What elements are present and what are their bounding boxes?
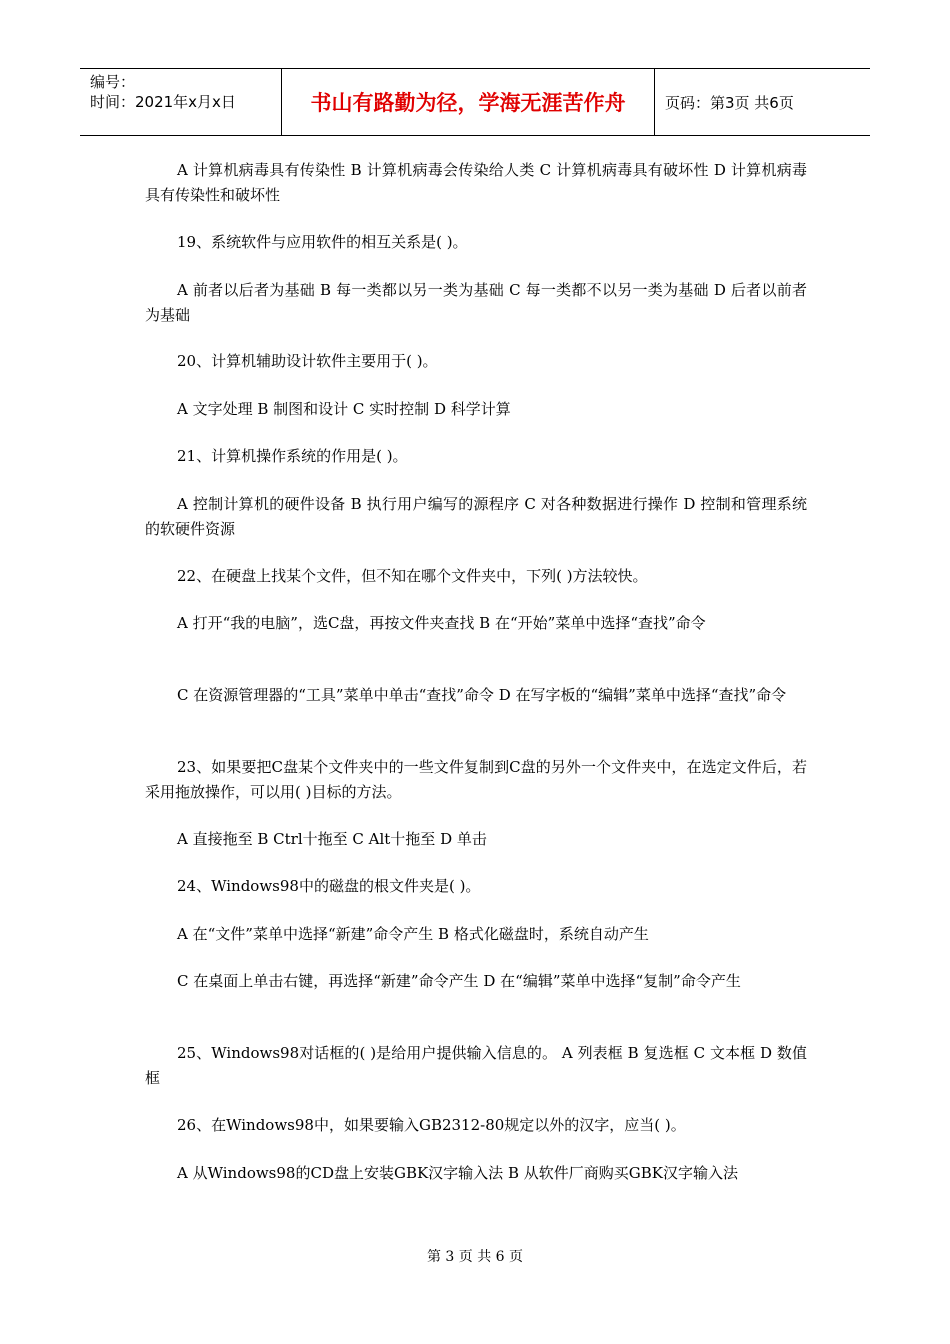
header-info bbox=[80, 69, 282, 135]
page-footer: 第 3 页 共 6 页 bbox=[426, 1249, 524, 1265]
document-time-label: 时间：2021年x月x日 bbox=[90, 93, 236, 111]
paragraph: C 在资源管理器的“工具”菜单中单击“查找”命令 D 在写字板的“编辑”菜单中选择“查找”命令 bbox=[177, 686, 787, 704]
paragraph: A 打开“我的电脑”，选C盘，再按文件夹查找 B 在“开始”菜单中选择“查找”命令 bbox=[177, 614, 706, 632]
question-21: 21、计算机操作系统的作用是( )。 bbox=[177, 447, 408, 465]
question-19: 19、系统软件与应用软件的相互关系是( )。 bbox=[177, 233, 468, 251]
paragraph: A 计算机病毒具有传染性 B 计算机病毒会传染给人类 C 计算机病毒具有破坏性 D 计算机病毒具有传染性和破坏性 bbox=[145, 161, 807, 204]
paragraph: A 在“文件”菜单中选择“新建”命令产生 B 格式化磁盘时，系统自动产生 bbox=[177, 925, 649, 943]
document-number-label: 编号： bbox=[90, 73, 136, 91]
page-header bbox=[80, 68, 870, 136]
question-20: 20、计算机辅助设计软件主要用于( )。 bbox=[177, 352, 438, 370]
paragraph: C 在桌面上单击右键，再选择“新建”命令产生 D 在“编辑”菜单中选择“复制”命令产生 bbox=[177, 972, 741, 990]
question-24: 24、Windows98中的磁盘的根文件夹是( )。 bbox=[177, 877, 481, 895]
paragraph: A 文字处理 B 制图和设计 C 实时控制 D 科学计算 bbox=[177, 400, 511, 418]
question-23: 23、如果要把C盘某个文件夹中的一些文件复制到C盘的另外一个文件夹中，在选定文件后，若采用拖放操作，可以用( )目标的方法。 bbox=[145, 758, 807, 801]
paragraph: A 控制计算机的硬件设备 B 执行用户编写的源程序 C 对各种数据进行操作 D 控制和管理系统的软硬件资源 bbox=[145, 495, 807, 538]
paragraph: A 直接拖至 B Ctrl十拖至 C Alt十拖至 D 单击 bbox=[177, 830, 487, 848]
header-motto: 书山有路勤为径，学海无涯苦作舟 bbox=[282, 69, 655, 135]
paragraph: A 从Windows98的CD盘上安装GBK汉字输入法 B 从软件厂商购买GBK汉字输入法 bbox=[177, 1164, 738, 1182]
paragraph: A 前者以后者为基础 B 每一类都以另一类为基础 C 每一类都不以另一类为基础 D 后者以前者为基础 bbox=[145, 281, 807, 324]
question-22: 22、在硬盘上找某个文件，但不知在哪个文件夹中，下列( )方法较快。 bbox=[177, 567, 648, 585]
header-page-code: 页码：第3页 共6页 bbox=[665, 93, 794, 112]
question-25: 25、Windows98对话框的( )是给用户提供输入信息的。 A 列表框 B 复选框 C 文本框 D 数值框 bbox=[145, 1044, 807, 1087]
question-26: 26、在Windows98中，如果要输入GB2312-80规定以外的汉字，应当( )。 bbox=[177, 1116, 686, 1134]
